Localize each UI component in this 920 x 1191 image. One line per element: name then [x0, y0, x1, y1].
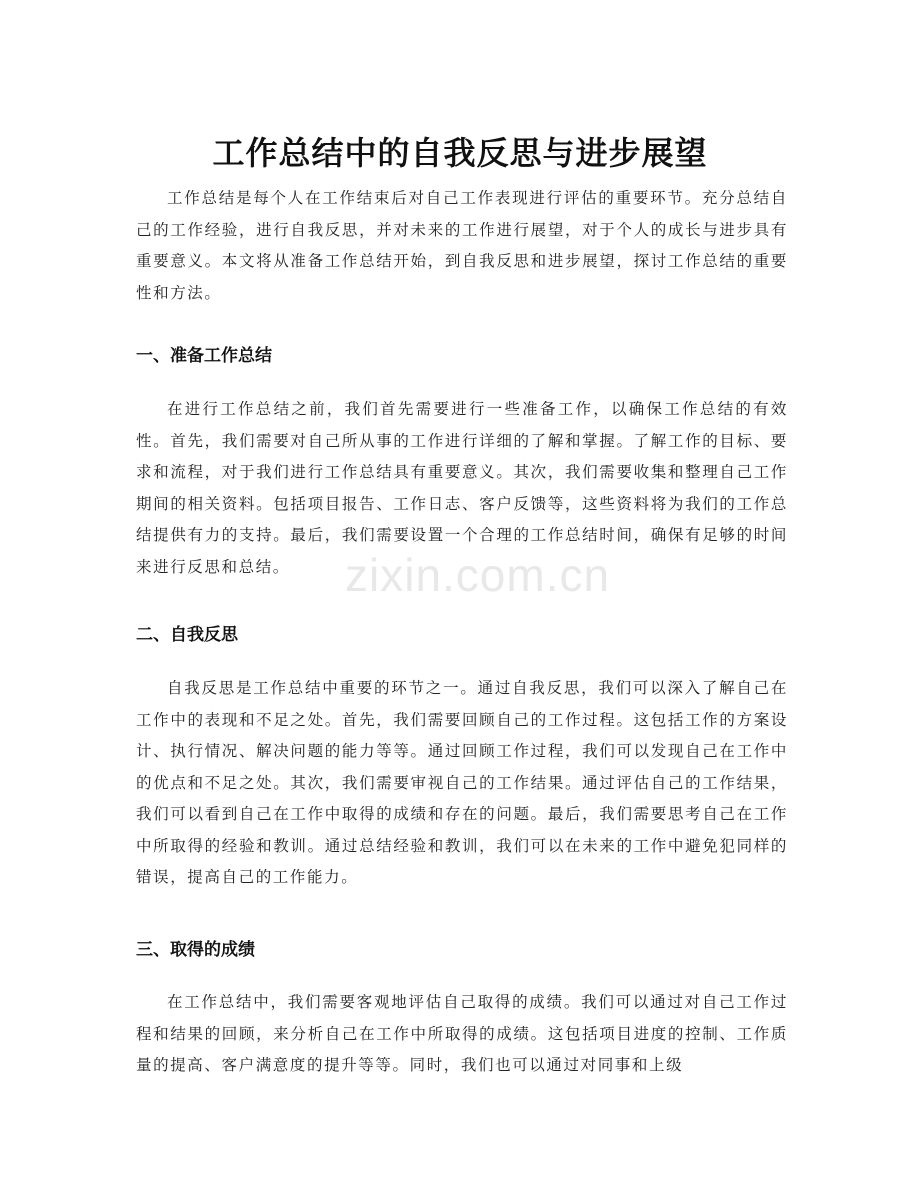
intro-paragraph: 工作总结是每个人在工作结束后对自己工作表现进行评估的重要环节。充分总结自己的工作经验，进行自我反思，并对未来的工作进行展望，对于个人的成长与进步具有重要意义。本文将从准备工作总结开始，到自我反思和进步展望，探讨工作总结的重要性和方法。 [136, 189, 788, 302]
section-heading-3: 三、取得的成绩 [136, 940, 255, 960]
section-body-1: 在进行工作总结之前，我们首先需要进行一些准备工作，以确保工作总结的有效性。首先，我们需要对自己所从事的工作进行详细的了解和掌握。了解工作的目标、要求和流程，对于我们进行工作总结具有重要意义。其次，我们需要收集和整理自己工作期间的相关资料。包括项目报告、工作日志、客户反馈等，这些资料将为我们的工作总结提供有力的支持。最后，我们需要设置一个合理的工作总结时间，确保有足够的时间来进行反思和总结。 [136, 400, 788, 576]
document-title: 工作总结中的自我反思与进步展望 [212, 134, 708, 173]
section-heading-1: 一、准备工作总结 [136, 346, 272, 366]
watermark: zixin.com.cn [345, 549, 611, 601]
section-body-3: 在工作总结中，我们需要客观地评估自己取得的成绩。我们可以通过对自己工作过程和结果的回顾，来分析自己在工作中所取得的成绩。这包括项目进度的控制、工作质量的提高、客户满意度的提升等等。同时，我们也可以通过对同事和上级 [136, 993, 788, 1074]
section-body-2: 自我反思是工作总结中重要的环节之一。通过自我反思，我们可以深入了解自己在工作中的表现和不足之处。首先，我们需要回顾自己的工作过程。这包括工作的方案设计、执行情况、解决问题的能力等等。通过回顾工作过程，我们可以发现自己在工作中的优点和不足之处。其次，我们需要审视自己的工作结果。通过评估自己的工作结果，我们可以看到自己在工作中取得的成绩和存在的问题。最后，我们需要思考自己在工作中所取得的经验和教训。通过总结经验和教训，我们可以在未来的工作中避免犯同样的错误，提高自己的工作能力。 [136, 679, 788, 886]
section-heading-2: 二、自我反思 [136, 625, 238, 645]
